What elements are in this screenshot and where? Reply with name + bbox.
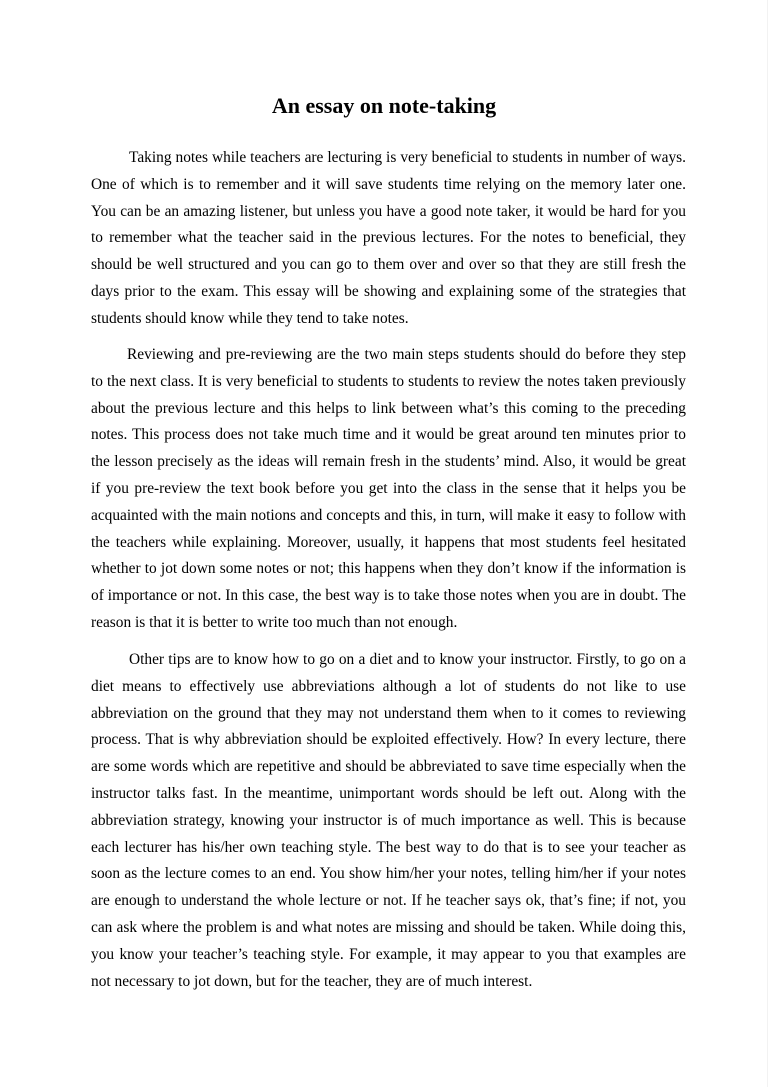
paragraph-reviewing: Reviewing and pre-reviewing are the two main steps students should do before they step to the next class. It is very beneficial to students to students to review the notes taken previously about the previous lecture and this helps to link between what’s this coming to the preceding notes. This process does not take much time and it would be great around ten minutes prior to the lesson precisely as the ideas will remain fresh in the students’ mind. Also, it would be great if you pre-review the text book before you get into the class in the sense that it helps you be acquainted with the main notions and concepts and this, in turn, will make it easy to follow with the teachers while explaining. Moreover, usually, it happens that most students feel hesitated whether to jot down some notes or not; this happens when they don’t know if the information is of importance or not. In this case, the best way is to take those notes when you are in doubt. The reason is that it is better to write too much than not enough. (91, 346, 686, 631)
paragraph-intro: Taking notes while teachers are lecturing is very beneficial to students in number of ways. One of which is to remember and it will save students time relying on the memory later one. You can be an amazing listener, but unless you have a good note taker, it would be hard for you to remember what the teacher said in the previous lectures. For the notes to beneficial, they should be well structured and you can go to them over and over so that they are still fresh the days prior to the exam. This essay will be showing and explaining some of the strategies that students should know while they tend to take notes. (91, 149, 686, 327)
essay-title: An essay on note-taking (271, 93, 497, 118)
paragraph-other-tips: Other tips are to know how to go on a diet and to know your instructor. Firstly, to go on a diet means to effectively use abbreviations although a lot of students do not like to use abbreviation on the ground that they may not understand them when to it comes to reviewing process. That is why abbreviation should be exploited effectively. How? In every lecture, there are some words which are repetitive and should be abbreviated to save time especially when the instructor talks fast. In the meantime, unimportant words should be left out. Along with the abbreviation strategy, knowing your instructor is of much importance as well. This is because each lecturer has his/her own teaching style. The best way to do that is to see your teacher as soon as the lecture comes to an end. You show him/her your notes, telling him/her if your notes are enough to understand the whole lecture or not. If he teacher says ok, that’s fine; if not, you can ask where the problem is and what notes are missing and should be taken. While doing this, you know your teacher’s teaching style. For example, it may appear to you that examples are not necessary to jot down, but for the teacher, they are of much interest. (91, 651, 686, 990)
